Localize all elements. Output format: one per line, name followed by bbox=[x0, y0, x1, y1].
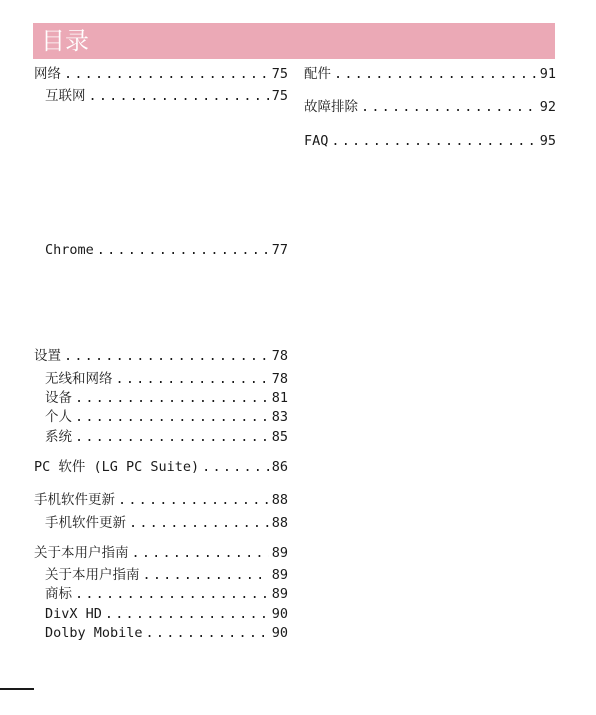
toc-entry-page: 89 bbox=[271, 586, 288, 602]
toc-leader-dots bbox=[75, 389, 269, 407]
toc-leader-dots bbox=[331, 132, 536, 150]
toc-leader-dots bbox=[97, 241, 269, 259]
toc-entry-page: 75 bbox=[271, 66, 288, 82]
toc-entry-trademarks[interactable] bbox=[45, 585, 288, 603]
toc-entry-about-guide-sub[interactable] bbox=[45, 566, 288, 584]
toc-entry-network[interactable] bbox=[34, 65, 288, 83]
toc-entry-page: 90 bbox=[271, 606, 288, 622]
toc-leader-dots bbox=[132, 544, 269, 562]
toc-entry-about-guide[interactable] bbox=[34, 544, 288, 562]
toc-entry-settings[interactable] bbox=[34, 347, 288, 365]
toc-entry-title: 个人 bbox=[45, 409, 72, 425]
toc-entry-page: 85 bbox=[271, 429, 288, 445]
toc-leader-dots bbox=[75, 585, 269, 603]
toc-leader-dots bbox=[116, 370, 269, 388]
toc-entry-page: 83 bbox=[271, 409, 288, 425]
toc-entry-system[interactable] bbox=[45, 428, 288, 446]
toc-leader-dots bbox=[202, 458, 269, 476]
toc-entry-page: 88 bbox=[271, 515, 288, 531]
toc-entry-troubleshooting[interactable] bbox=[304, 98, 556, 116]
toc-entry-title: FAQ bbox=[304, 133, 329, 149]
toc-entry-page: 88 bbox=[271, 492, 288, 508]
page-bottom-rule bbox=[0, 688, 34, 690]
toc-entry-wireless-networks[interactable] bbox=[45, 370, 288, 388]
toc-entry-chrome[interactable] bbox=[45, 241, 288, 259]
toc-entry-page: 81 bbox=[271, 390, 288, 406]
toc-entry-title: 无线和网络 bbox=[45, 371, 113, 387]
toc-entry-title: 网络 bbox=[34, 66, 61, 82]
toc-entry-pc-software[interactable] bbox=[34, 458, 288, 476]
toc-entry-page: 91 bbox=[539, 66, 556, 82]
toc-entry-title: 商标 bbox=[45, 586, 72, 602]
toc-entry-page: 90 bbox=[271, 625, 288, 641]
toc-entry-page: 95 bbox=[539, 133, 556, 149]
toc-entry-title: 故障排除 bbox=[304, 99, 358, 115]
toc-header-banner bbox=[33, 23, 555, 59]
toc-entry-title: 配件 bbox=[304, 66, 331, 82]
toc-leader-dots bbox=[105, 605, 269, 623]
toc-leader-dots bbox=[118, 491, 269, 509]
toc-entry-page: 77 bbox=[271, 242, 288, 258]
toc-leader-dots bbox=[64, 347, 269, 365]
toc-entry-page: 89 bbox=[271, 545, 288, 561]
toc-entry-title: 设备 bbox=[45, 390, 72, 406]
toc-entry-personal[interactable] bbox=[45, 408, 288, 426]
toc-leader-dots bbox=[334, 65, 537, 83]
toc-leader-dots bbox=[129, 514, 269, 532]
toc-entry-title: Chrome bbox=[45, 242, 94, 258]
toc-entry-title: PC 软件 (LG PC Suite) bbox=[34, 459, 200, 475]
toc-entry-title: DivX HD bbox=[45, 606, 102, 622]
toc-entry-title: 系统 bbox=[45, 429, 72, 445]
toc-entry-title: 手机软件更新 bbox=[45, 515, 126, 531]
toc-leader-dots bbox=[146, 624, 269, 642]
toc-leader-dots bbox=[75, 408, 269, 426]
toc-leader-dots bbox=[143, 566, 269, 584]
toc-leader-dots bbox=[361, 98, 537, 116]
toc-entry-phone-software-update[interactable] bbox=[34, 491, 288, 509]
toc-entry-page: 78 bbox=[271, 348, 288, 364]
toc-leader-dots bbox=[75, 428, 269, 446]
toc-entry-page: 92 bbox=[539, 99, 556, 115]
toc-leader-dots bbox=[89, 87, 269, 105]
toc-entry-faq[interactable] bbox=[304, 132, 556, 150]
page-title: 目录 bbox=[41, 27, 89, 55]
toc-entry-title: Dolby Mobile bbox=[45, 625, 143, 641]
toc-entry-title: 关于本用户指南 bbox=[34, 545, 129, 561]
toc-entry-device[interactable] bbox=[45, 389, 288, 407]
toc-entry-page: 75 bbox=[271, 88, 288, 104]
toc-entry-page: 78 bbox=[271, 371, 288, 387]
toc-leader-dots bbox=[64, 65, 269, 83]
toc-entry-page: 89 bbox=[271, 567, 288, 583]
toc-entry-dolby-mobile[interactable] bbox=[45, 624, 288, 642]
toc-entry-title: 互联网 bbox=[45, 88, 86, 104]
toc-entry-title: 设置 bbox=[34, 348, 61, 364]
toc-entry-divx-hd[interactable] bbox=[45, 605, 288, 623]
toc-entry-accessories[interactable] bbox=[304, 65, 556, 83]
toc-entry-page: 86 bbox=[271, 459, 288, 475]
toc-entry-internet[interactable] bbox=[45, 87, 288, 105]
toc-entry-title: 手机软件更新 bbox=[34, 492, 115, 508]
toc-entry-title: 关于本用户指南 bbox=[45, 567, 140, 583]
toc-entry-phone-software-update-sub[interactable] bbox=[45, 514, 288, 532]
